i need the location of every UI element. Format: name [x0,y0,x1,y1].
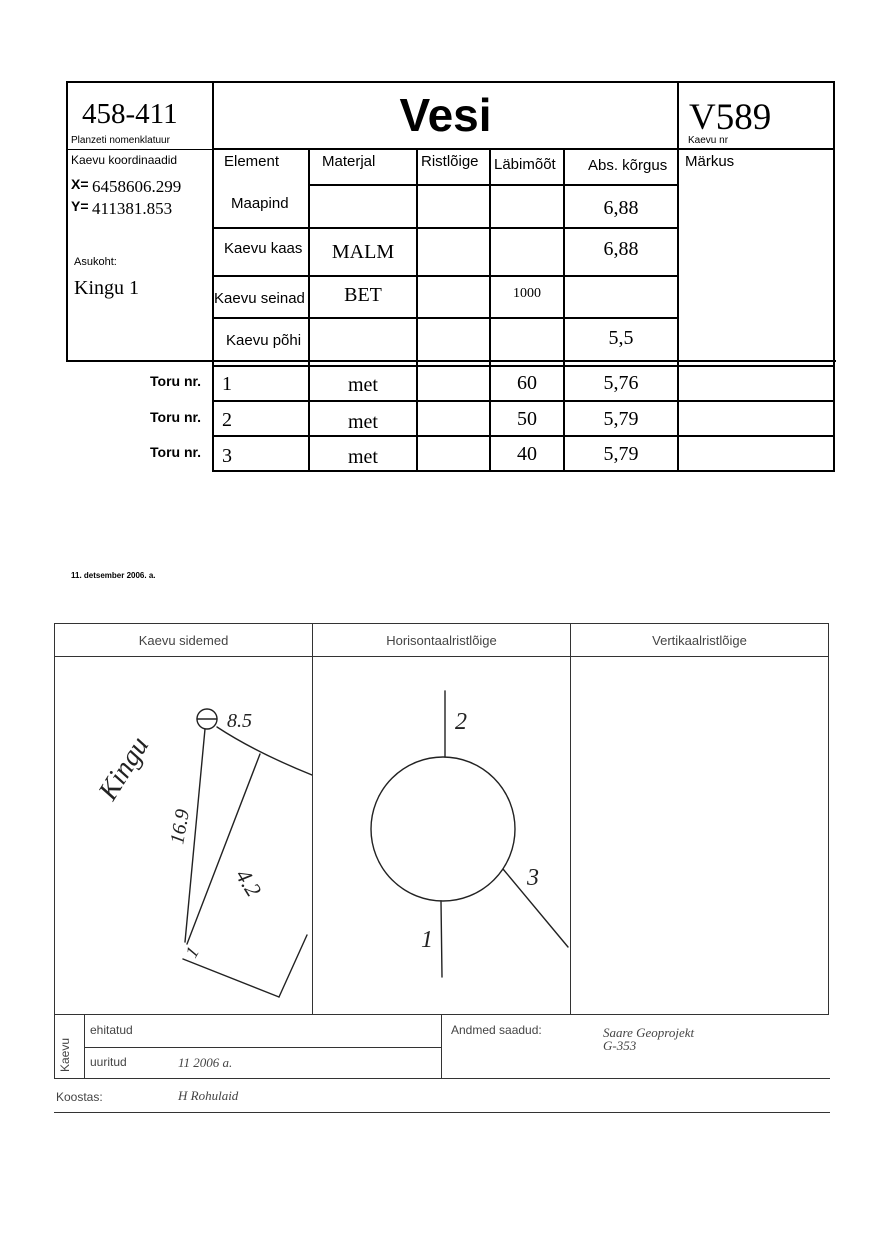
hand-label-dist-b: 16.9 [166,807,195,846]
pipe-material: met [348,446,378,468]
col-vertical-section: Vertikaalristlõige [652,633,747,648]
element-height: 6,88 [603,197,639,219]
pipe-material: met [348,374,378,396]
y-label: Y= [71,198,89,214]
pipe-number: 2 [222,409,232,431]
hand-label-pipe-3: 3 [527,865,539,891]
y-coordinate: 411381.853 [92,199,173,218]
sketch-line [187,754,260,944]
col-element: Element [224,153,280,170]
hand-label-dist-c: 4.2 [230,864,267,901]
element-diameter: 1000 [513,286,541,301]
well-circle [371,757,515,901]
col-horizontal-section: Horisontaalristlõige [386,633,497,648]
author-label: Koostas: [56,1090,103,1104]
data-source-value: Saare Geoprojekt [603,1025,695,1040]
x-coordinate: 6458606.299 [92,177,182,196]
col-cross-section: Ristlõige [421,153,479,170]
data-source-code: G-353 [603,1038,637,1053]
data-source-label: Andmed saadud: [451,1023,542,1037]
footer-side-label: Kaevu [58,1037,72,1072]
sketch-line [217,727,312,775]
document-title: Vesi [399,89,492,141]
hand-label-corner: 1 [181,943,203,961]
hand-label-pipe-2: 2 [455,709,467,735]
surveyed-value: 11 2006 a. [178,1055,233,1070]
sketch-line [183,959,279,997]
pipe-height: 5,76 [603,372,639,394]
pipe-label: Toru nr. [150,444,202,460]
hand-label-pipe-1: 1 [421,927,433,953]
pipe-number: 1 [222,373,232,395]
col-diameter: Läbimõõt [494,156,556,173]
document-date: 11. detsember 2006. a. [71,571,156,580]
element-name: Kaevu kaas [224,240,303,257]
element-height: 5,5 [608,327,634,349]
nomenclature-label: Planzeti nomenklatuur [71,135,170,146]
pipe-height: 5,79 [603,443,639,465]
col-well-ties: Kaevu sidemed [138,633,229,648]
x-label: X= [71,176,89,192]
well-ties-sketch [55,657,312,1014]
coordinates-label: Kaevu koordinaadid [71,153,178,167]
pipe-line [441,901,442,977]
element-name: Kaevu seinad [214,290,305,307]
location-label: Asukoht: [74,256,117,268]
element-name: Kaevu põhi [226,332,302,349]
hand-label-street: Kingu [92,731,156,806]
pipe-label: Toru nr. [150,409,202,425]
surveyed-label: uuritud [90,1055,127,1069]
col-abs-height: Abs. kõrgus [588,157,668,174]
pipe-diameter: 50 [517,408,537,430]
nomenclature-value: 458-411 [82,98,178,130]
pipe-height: 5,79 [603,408,639,430]
pipe-number: 3 [222,445,232,467]
element-material: MALM [331,241,395,263]
well-number-label: Kaevu nr [688,135,729,146]
notes-label: Märkus [685,153,735,170]
element-height: 6,88 [603,238,639,260]
horizontal-section-sketch [313,657,570,1014]
sketch-line [279,935,307,997]
pipe-label: Toru nr. [150,373,202,389]
pipe-diameter: 40 [517,443,537,465]
well-number: V589 [689,97,772,138]
element-name: Maapind [231,195,289,212]
location-value: Kingu 1 [74,277,139,299]
pipe-diameter: 60 [517,372,537,394]
col-material: Materjal [322,153,376,170]
pipe-material: met [348,411,378,433]
element-material: BET [344,284,382,306]
built-label: ehitatud [90,1023,133,1037]
hand-label-dist-a: 8.5 [227,710,252,732]
author-value: H Rohulaid [178,1088,239,1103]
